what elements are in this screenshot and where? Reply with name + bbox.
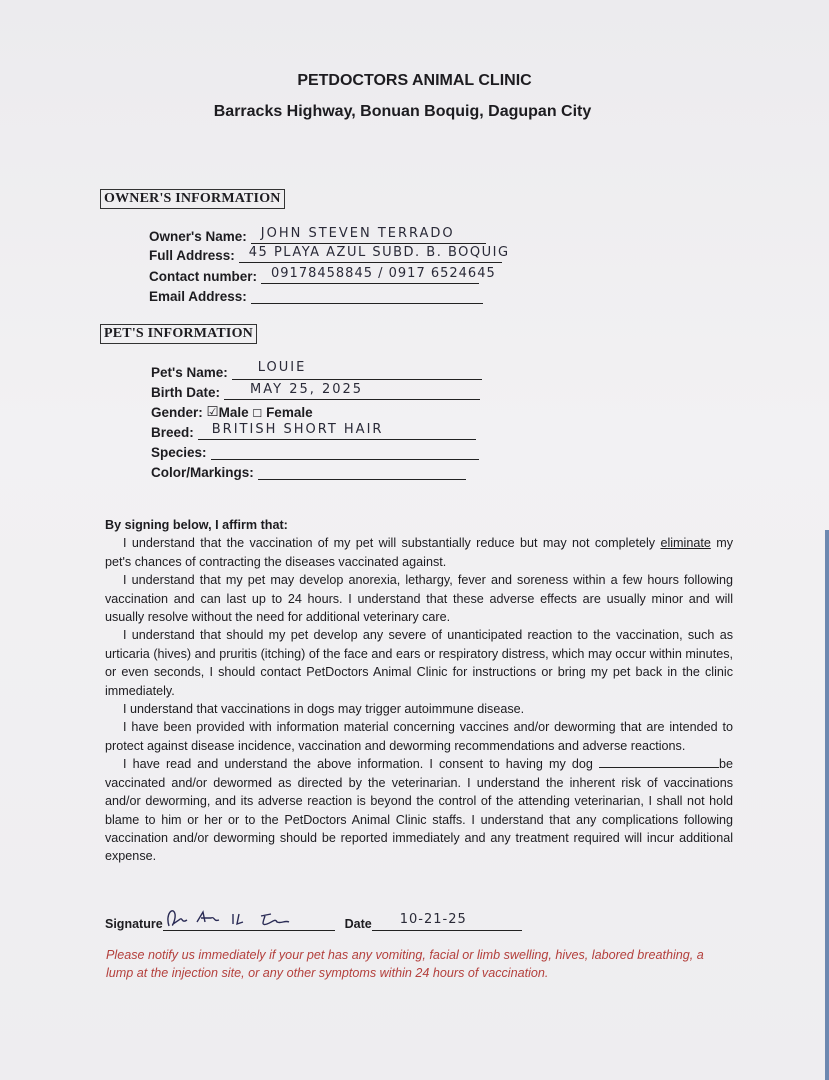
- consent-heading: By signing below, I affirm that:: [105, 518, 288, 532]
- field-label: Pet's Name:: [151, 365, 228, 380]
- consent-paragraph: [105, 534, 733, 571]
- date-field[interactable]: [372, 912, 522, 931]
- field-value: MAY 25, 2025: [250, 382, 364, 397]
- owner-section-title: OWNER'S INFORMATION: [100, 189, 285, 209]
- field-label: Color/Markings:: [151, 465, 254, 480]
- contact-number-field[interactable]: [149, 266, 496, 284]
- consent-paragraph: [105, 755, 733, 865]
- date-label: Date: [344, 917, 372, 931]
- female-checkbox[interactable]: ☐: [252, 408, 263, 420]
- signature-field[interactable]: [163, 906, 335, 931]
- clinic-name: PETDOCTORS ANIMAL CLINIC: [297, 72, 532, 89]
- date-value: 10-21-25: [399, 912, 467, 927]
- text: my pet's chances of contracting the diseases vaccinated against.: [105, 536, 733, 569]
- field-value: LOUIE: [257, 360, 307, 375]
- pet-section-title: PET'S INFORMATION: [100, 324, 257, 344]
- field-value: 45 PLAYA AZUL SUBD. B. BOQUIG: [248, 245, 510, 260]
- gender-field: [151, 404, 313, 420]
- text: eliminate: [660, 536, 711, 551]
- consent-paragraph: I have been provided with information material concerning vaccines and/or deworming that are intended to protect against disease incidence, vaccination and deworming recommendations and adverse reactions.: [105, 720, 733, 753]
- field-label: Species:: [151, 445, 207, 460]
- species-field[interactable]: [151, 444, 479, 460]
- clinic-address: Barracks Highway, Bonuan Boquig, Dagupan City: [213, 103, 592, 120]
- pet-name-field[interactable]: [151, 360, 482, 380]
- text: be vaccinated and/or dewormed as directed by the veterinarian. I understand the inherent risk of vaccinations and/or deworming, and its adverse reaction is beyond the control of the attending veterinarian, I shall not hold blame to him or her or to the PetDoctors Animal Clinic staffs. I understand that any complications following vaccination and/or deworming should be reported immediately and any treatment required will incur additional expense.: [105, 757, 733, 864]
- birth-date-field[interactable]: [151, 384, 480, 400]
- email-field[interactable]: [149, 288, 483, 304]
- signature-row: [105, 906, 522, 931]
- handwritten-signature: [163, 906, 335, 930]
- male-label: Male: [218, 405, 249, 420]
- owner-name-field[interactable]: [149, 228, 486, 244]
- field-label: Gender:: [151, 405, 203, 420]
- signature-label: Signature: [105, 917, 163, 931]
- consent-paragraph: I understand that vaccinations in dogs may trigger autoimmune disease.: [123, 702, 525, 717]
- field-value: 09178458845 / 0917 6524645: [271, 266, 496, 281]
- consent-paragraph: I understand that should my pet develop any severe of unanticipated reaction to the vaccination, such as urticaria (hives) and pruritis (itching) of the face and ears or respiratory distress, which may occur within minutes, or even seconds, I should contact PetDoctors Animal Clinic for instructions or bring my pet back in the clinic immediately.: [105, 628, 733, 698]
- text: I understand that the vaccination of my pet will substantially reduce but may not completely: [123, 536, 661, 551]
- field-label: Email Address:: [149, 289, 247, 304]
- post-vaccination-notice: Please notify us immediately if your pet has any vomiting, facial or limb swelling, hives, labored breathing, a lump at the injection site, or any other symptoms within 24 hours of vaccination.: [106, 948, 704, 980]
- background-edge: [825, 530, 829, 1080]
- female-label: Female: [266, 405, 313, 420]
- field-label: Owner's Name:: [149, 229, 247, 244]
- dog-name-blank[interactable]: [599, 767, 719, 768]
- breed-field[interactable]: [151, 424, 476, 440]
- consent-text: [105, 516, 733, 866]
- full-address-field[interactable]: [149, 245, 510, 263]
- field-label: Full Address:: [149, 248, 235, 263]
- field-value: BRITISH SHORT HAIR: [211, 422, 384, 437]
- field-label: Contact number:: [149, 269, 257, 284]
- field-label: Birth Date:: [151, 385, 221, 400]
- field-label: Breed:: [151, 425, 194, 440]
- consent-paragraph: I understand that my pet may develop anorexia, lethargy, fever and soreness within a few hours following vaccination and can last up to 24 hours. I understand that these adverse effects are usually minor and will usually resolve without the need for additional veterinary care.: [105, 573, 733, 625]
- male-checkbox[interactable]: ☑: [206, 404, 219, 419]
- text: I have read and understand the above information. I consent to having my dog: [123, 757, 599, 772]
- color-markings-field[interactable]: [151, 464, 466, 480]
- field-value: JOHN STEVEN TERRADO: [260, 226, 455, 241]
